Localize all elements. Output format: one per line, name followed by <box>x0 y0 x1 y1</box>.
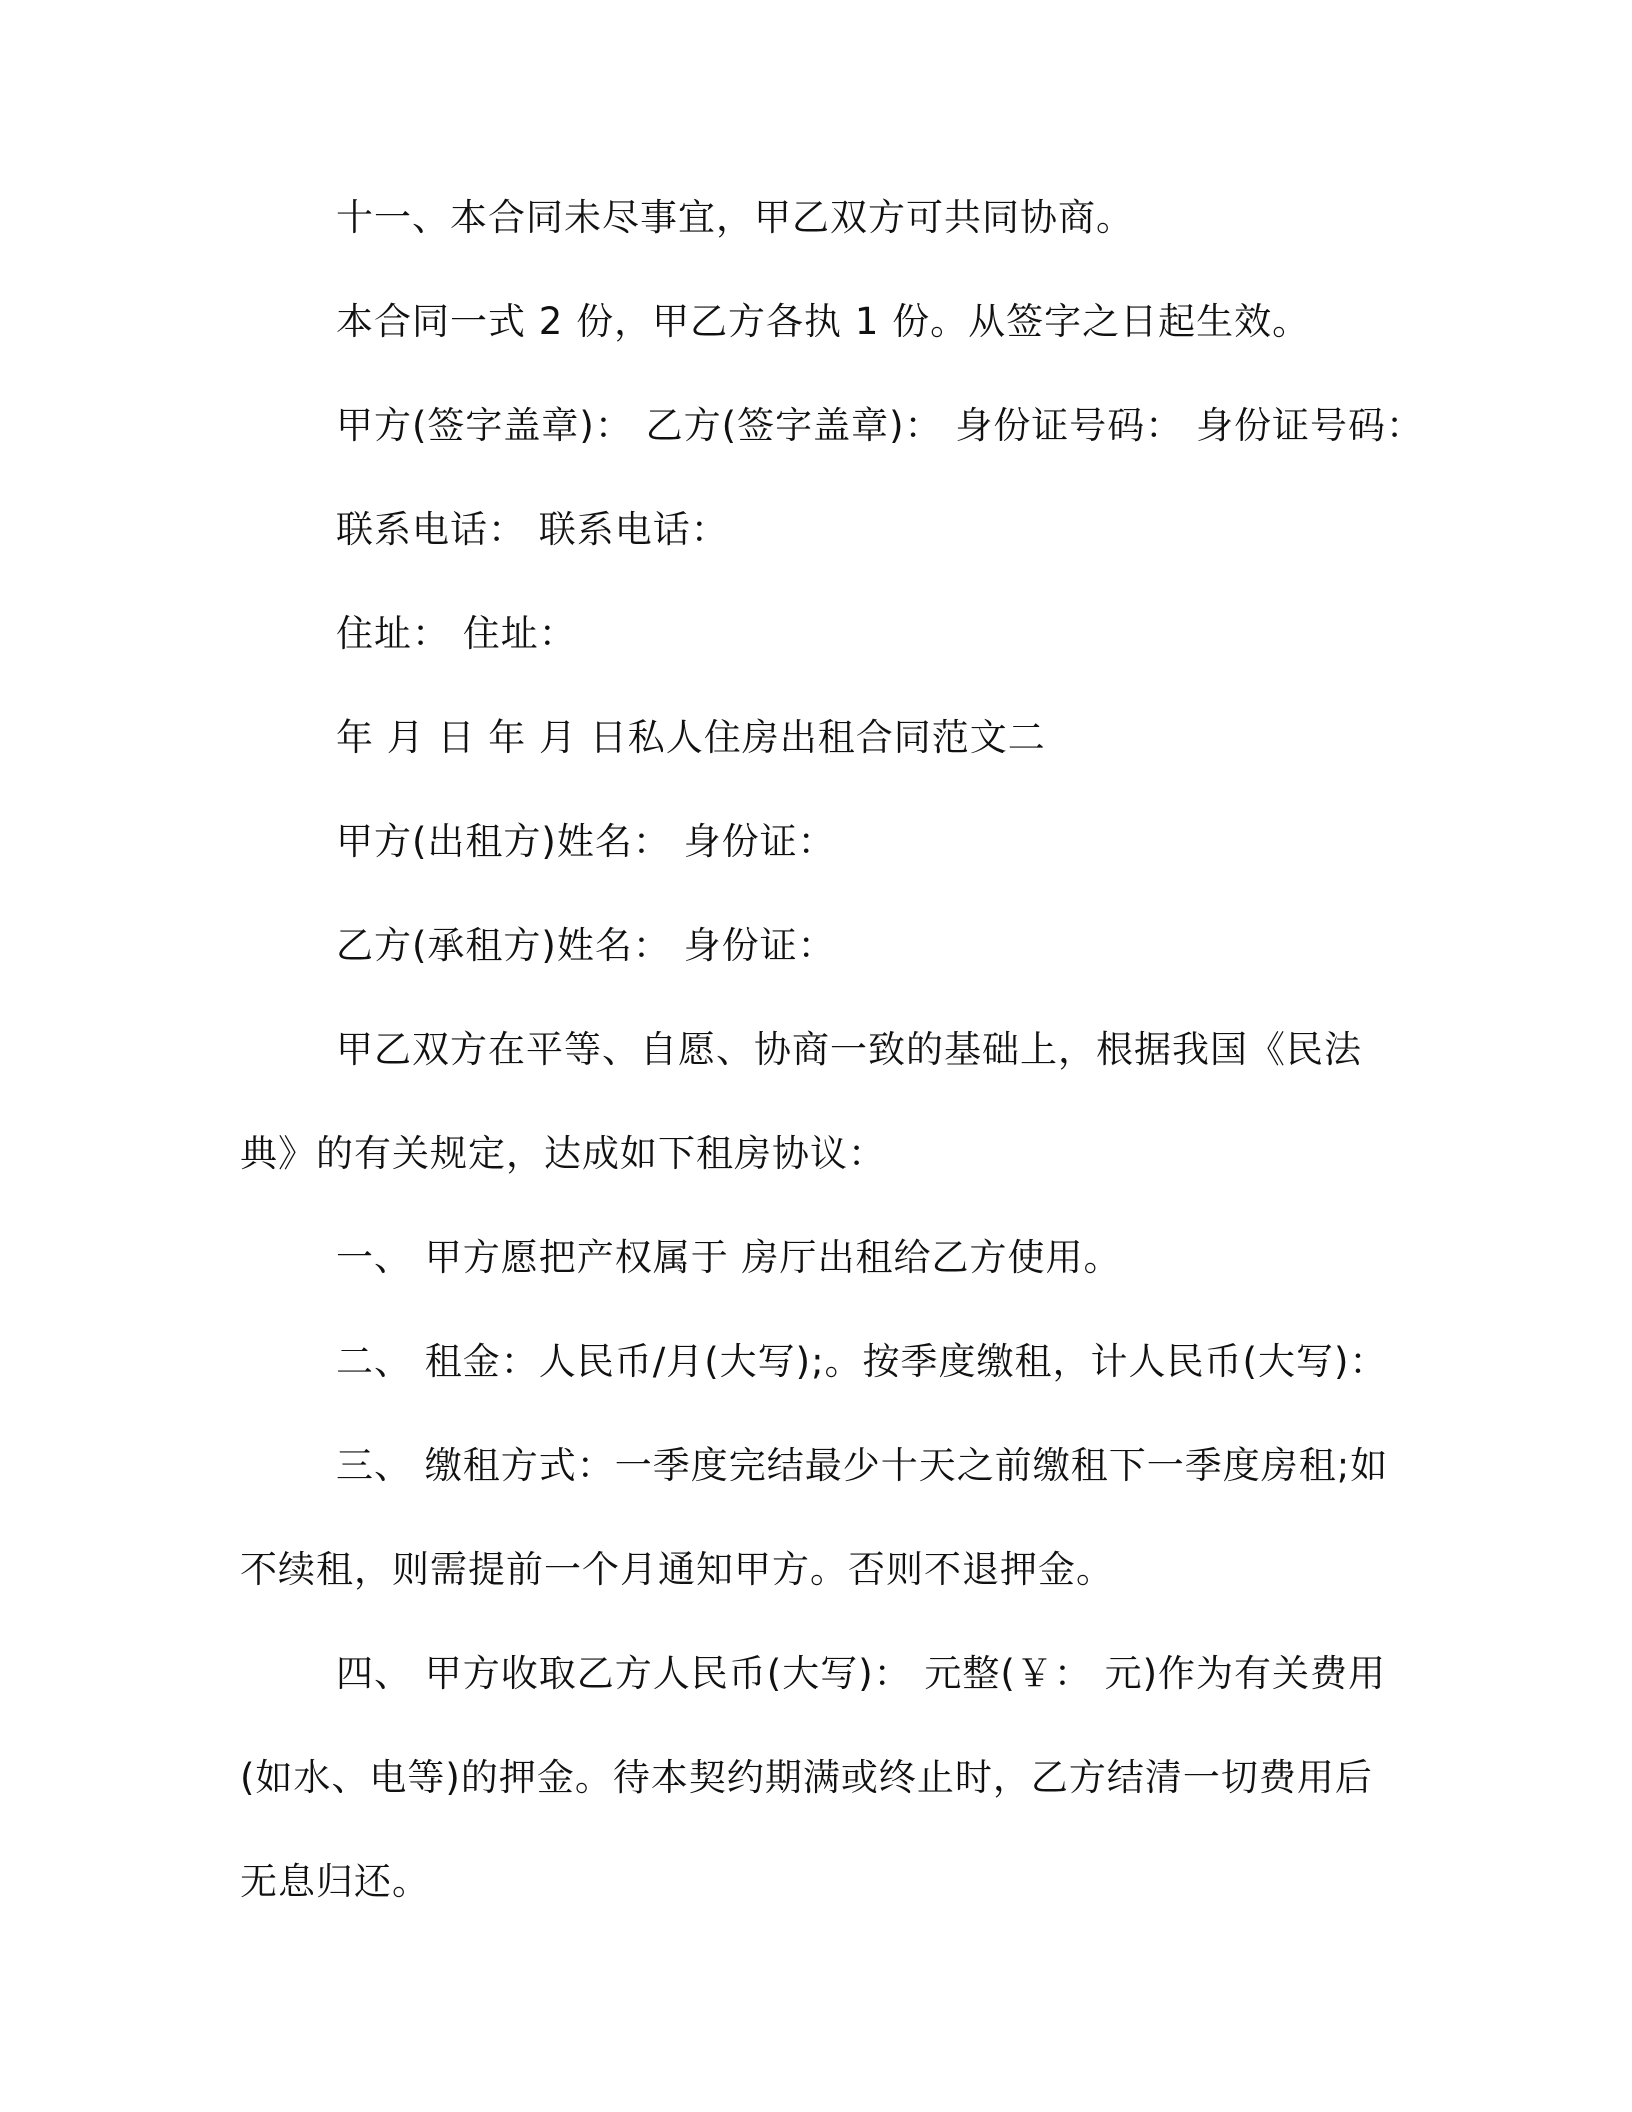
signature-line: 甲方(签字盖章)： 乙方(签字盖章)： 身份证号码： 身份证号码： <box>336 404 1425 447</box>
copies-statement: 本合同一式 2 份，甲乙方各执 1 份。从签字之日起生效。 <box>336 300 1311 343</box>
clause-four: 四、 甲方收取乙方人民币(大写)： 元整(￥： 元)作为有关费用(如水、电等)的押金。待本契约期满或终止时，乙方结清一切费用后无息归还。 <box>240 1652 1387 1903</box>
clause-two: 二、 租金：人民币/月(大写);。按季度缴租，计人民币(大写)： <box>336 1340 1388 1383</box>
clause-one: 一、 甲方愿把产权属于 房厅出租给乙方使用。 <box>336 1236 1122 1279</box>
address-line: 住址： 住址： <box>336 612 577 655</box>
lessee-line: 乙方(承租方)姓名： 身份证： <box>336 924 836 967</box>
clause-three: 三、 缴租方式：一季度完结最少十天之前缴租下一季度房租;如不续租，则需提前一个月通知甲方。否则不退押金。 <box>240 1444 1389 1591</box>
phone-line: 联系电话： 联系电话： <box>336 508 729 551</box>
preamble-paragraph: 甲乙双方在平等、自愿、协商一致的基础上，根据我国《民法典》的有关规定，达成如下租房协议： <box>240 1028 1362 1175</box>
date-and-title-line: 年 月 日 年 月 日私人住房出租合同范文二 <box>336 716 1046 759</box>
lessor-line: 甲方(出租方)姓名： 身份证： <box>336 820 836 863</box>
clause-eleven: 十一、本合同未尽事宜，甲乙双方可共同协商。 <box>336 196 1134 239</box>
